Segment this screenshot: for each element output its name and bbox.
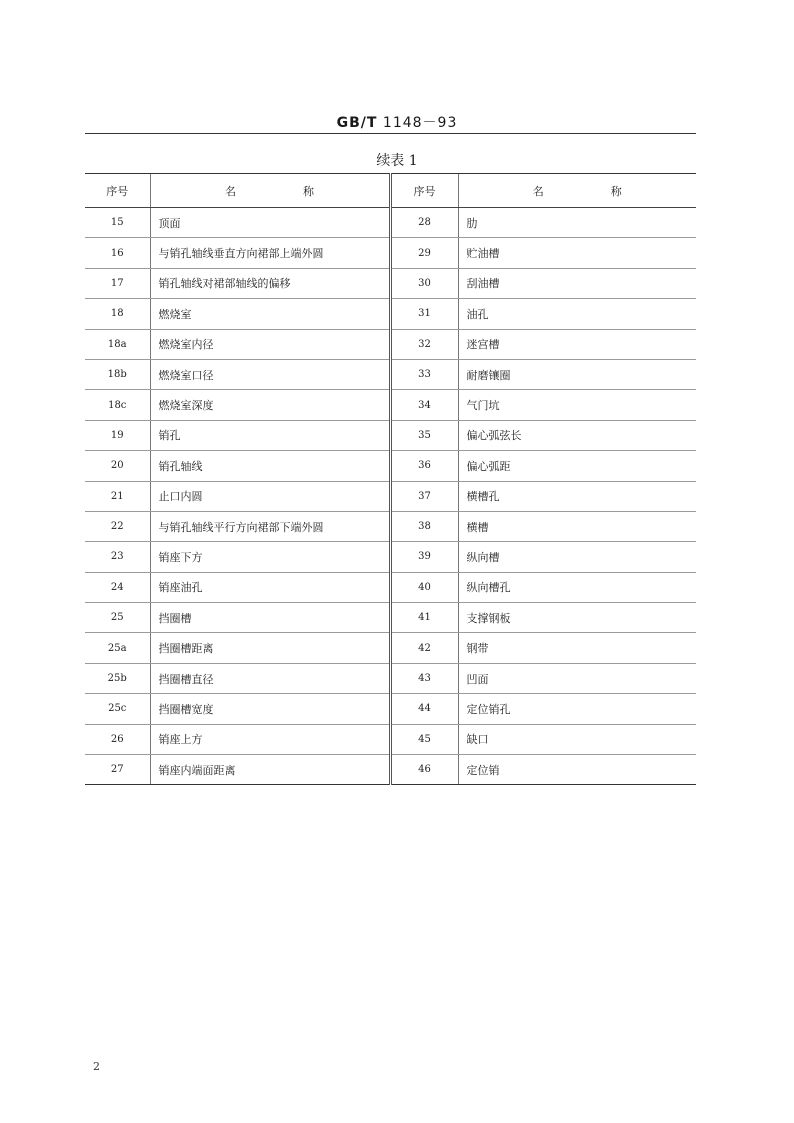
row-number-left: 22 [85, 511, 150, 541]
table-body [85, 208, 696, 785]
part-name-left: 顶面 [150, 208, 390, 238]
part-name-right: 耐磨镶圈 [458, 359, 696, 389]
part-name-right: 油孔 [458, 299, 696, 329]
row-number-left: 18c [85, 390, 150, 420]
row-number-right: 46 [390, 755, 458, 785]
table-row [85, 603, 696, 633]
part-name-left: 销座内端面距离 [150, 755, 390, 785]
part-name-right: 纵向槽 [458, 542, 696, 572]
part-name-right: 肋 [458, 208, 696, 238]
column-header-number-right: 序号 [390, 174, 458, 208]
table-row [85, 359, 696, 389]
table-row [85, 451, 696, 481]
column-header-name-left-label: 名 称 [225, 184, 342, 198]
part-name-left: 挡圈槽距离 [150, 633, 390, 663]
row-number-left: 18 [85, 299, 150, 329]
part-name-right: 凹面 [458, 663, 696, 693]
part-name-left: 销孔轴线对裙部轴线的偏移 [150, 268, 390, 298]
table-row [85, 542, 696, 572]
row-number-right: 33 [390, 359, 458, 389]
row-number-left: 27 [85, 755, 150, 785]
column-header-number-left: 序号 [85, 174, 150, 208]
part-name-left: 燃烧室 [150, 299, 390, 329]
row-number-left: 24 [85, 572, 150, 602]
table-row [85, 238, 696, 268]
table-caption: 续表 1 [376, 153, 418, 169]
part-name-right: 纵向槽孔 [458, 572, 696, 602]
part-name-left: 与销孔轴线垂直方向裙部上端外圆 [150, 238, 390, 268]
column-header-name-right [458, 174, 696, 208]
row-number-right: 31 [390, 299, 458, 329]
part-name-right: 偏心弧距 [458, 451, 696, 481]
row-number-right: 28 [390, 208, 458, 238]
row-number-left: 23 [85, 542, 150, 572]
table-row [85, 299, 696, 329]
part-name-left: 挡圈槽宽度 [150, 694, 390, 724]
row-number-right: 42 [390, 633, 458, 663]
part-name-left: 燃烧室内径 [150, 329, 390, 359]
part-name-left: 销孔轴线 [150, 451, 390, 481]
row-number-right: 38 [390, 511, 458, 541]
part-name-right: 贮油槽 [458, 238, 696, 268]
part-name-right: 定位销孔 [458, 694, 696, 724]
row-number-right: 45 [390, 724, 458, 754]
column-header-name-right-label: 名 称 [532, 184, 650, 198]
table-row [85, 329, 696, 359]
table-header-row [85, 174, 696, 208]
table-row [85, 511, 696, 541]
part-name-left: 挡圈槽 [150, 603, 390, 633]
part-name-right: 刮油槽 [458, 268, 696, 298]
row-number-right: 34 [390, 390, 458, 420]
part-name-left: 挡圈槽直径 [150, 663, 390, 693]
row-number-left: 18b [85, 359, 150, 389]
part-name-left: 销座油孔 [150, 572, 390, 602]
row-number-right: 44 [390, 694, 458, 724]
table-row [85, 694, 696, 724]
part-name-left: 止口内圆 [150, 481, 390, 511]
part-name-right: 钢带 [458, 633, 696, 663]
row-number-left: 17 [85, 268, 150, 298]
part-name-left: 与销孔轴线平行方向裙部下端外圆 [150, 511, 390, 541]
part-name-left: 销座上方 [150, 724, 390, 754]
row-number-right: 43 [390, 663, 458, 693]
document-header [0, 112, 794, 132]
row-number-right: 39 [390, 542, 458, 572]
row-number-left: 25b [85, 663, 150, 693]
row-number-right: 35 [390, 420, 458, 450]
row-number-right: 41 [390, 603, 458, 633]
part-name-right: 缺口 [458, 724, 696, 754]
table-row [85, 572, 696, 602]
row-number-left: 16 [85, 238, 150, 268]
table-row [85, 755, 696, 785]
page-number: 2 [93, 1060, 100, 1073]
table-row [85, 724, 696, 754]
part-name-right: 横槽孔 [458, 481, 696, 511]
standard-prefix: GB/T [336, 115, 378, 131]
part-name-left: 燃烧室深度 [150, 390, 390, 420]
row-number-left: 26 [85, 724, 150, 754]
part-name-left: 销孔 [150, 420, 390, 450]
row-number-right: 30 [390, 268, 458, 298]
part-name-right: 支撑钢板 [458, 603, 696, 633]
part-name-right: 偏心弧弦长 [458, 420, 696, 450]
row-number-left: 21 [85, 481, 150, 511]
standard-number: 1148－93 [382, 115, 458, 131]
part-name-left: 销座下方 [150, 542, 390, 572]
row-number-right: 32 [390, 329, 458, 359]
row-number-right: 36 [390, 451, 458, 481]
header-rule [85, 133, 696, 134]
part-name-right: 横槽 [458, 511, 696, 541]
row-number-right: 40 [390, 572, 458, 602]
part-name-right: 定位销 [458, 755, 696, 785]
column-header-name-left [150, 174, 390, 208]
table-row [85, 481, 696, 511]
table-row [85, 420, 696, 450]
table-row [85, 208, 696, 238]
row-number-right: 37 [390, 481, 458, 511]
row-number-left: 18a [85, 329, 150, 359]
row-number-left: 19 [85, 420, 150, 450]
table-row [85, 663, 696, 693]
part-name-right: 迷宫槽 [458, 329, 696, 359]
table-row [85, 390, 696, 420]
row-number-left: 20 [85, 451, 150, 481]
parts-table [85, 173, 696, 785]
row-number-left: 25a [85, 633, 150, 663]
table-row [85, 633, 696, 663]
table-row [85, 268, 696, 298]
row-number-right: 29 [390, 238, 458, 268]
row-number-left: 15 [85, 208, 150, 238]
row-number-left: 25 [85, 603, 150, 633]
row-number-left: 25c [85, 694, 150, 724]
part-name-left: 燃烧室口径 [150, 359, 390, 389]
part-name-right: 气门坑 [458, 390, 696, 420]
